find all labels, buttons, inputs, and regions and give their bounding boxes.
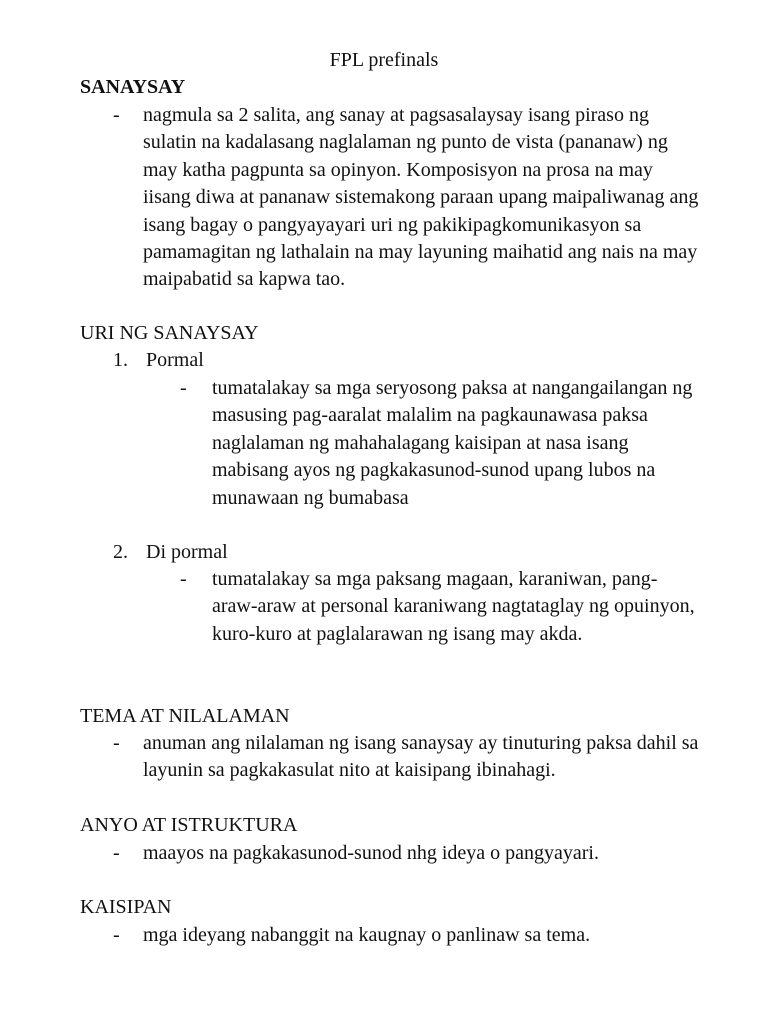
section-heading-anyo: ANYO AT ISTRUKTURA bbox=[80, 814, 298, 836]
sanaysay-bullet bbox=[113, 102, 703, 294]
uri-item-2 bbox=[113, 539, 228, 566]
anyo-bullet bbox=[113, 840, 708, 867]
list-number: 1. bbox=[113, 349, 128, 371]
tema-description: anuman ang nilalaman ng isang sanaysay ay tinuturing paksa dahil sa layunin sa pagkakasulat nito at kaisipang ibinahagi. bbox=[143, 732, 699, 782]
uri-item-label: Di pormal bbox=[146, 541, 228, 563]
list-number: 2. bbox=[113, 541, 128, 563]
kaisipan-description: mga ideyang nabanggit na kaugnay o panlinaw sa tema. bbox=[143, 924, 591, 946]
section-heading-uri: URI NG SANAYSAY bbox=[80, 322, 259, 344]
section-heading-sanaysay: SANAYSAY bbox=[80, 76, 186, 98]
pormal-description: tumatalakay sa mga seryosong paksa at nangangailangan ng masusing pag-aaralat malalim na pagkaunawasa paksa naglalaman ng mahahalagang kaisipan at nasa isang mabisang ayos ng pagkakasunod-sunod upang lubos na munawaan ng bumabasa bbox=[212, 377, 693, 509]
uri-item-2-bullet bbox=[180, 566, 700, 648]
bullet-dash: - bbox=[113, 924, 120, 946]
uri-item-1 bbox=[113, 347, 204, 374]
document-title: FPL prefinals bbox=[329, 49, 439, 71]
bullet-dash: - bbox=[180, 377, 187, 399]
bullet-dash: - bbox=[113, 732, 120, 754]
uri-item-label: Pormal bbox=[146, 349, 204, 371]
bullet-dash: - bbox=[113, 104, 120, 126]
bullet-dash: - bbox=[180, 568, 187, 590]
tema-bullet bbox=[113, 730, 708, 785]
uri-item-1-bullet bbox=[180, 375, 700, 512]
di-pormal-description: tumatalakay sa mga paksang magaan, karaniwan, pang-araw-araw at personal karaniwang nagtataglay ng opuinyon, kuro-kuro at paglalarawan ng isang may akda. bbox=[212, 568, 695, 645]
anyo-description: maayos na pagkakasunod-sunod nhg ideya o pangyayari. bbox=[143, 842, 599, 864]
section-heading-tema: TEMA AT NILALAMAN bbox=[80, 705, 290, 727]
section-heading-kaisipan: KAISIPAN bbox=[80, 896, 172, 918]
kaisipan-bullet bbox=[113, 922, 708, 949]
bullet-dash: - bbox=[113, 842, 120, 864]
sanaysay-definition: nagmula sa 2 salita, ang sanay at pagsasalaysay isang piraso ng sulatin na kadalasang naglalaman ng punto de vista (pananaw) ng may katha pagpunta sa opinyon. Komposisyon na prosa na may iisang diwa at pananaw sistemakong paraan upang maipaliwanag ang isang bagay o pangyayayari uri ng pakikipagkomunikasyon sa pamamagitan ng lathalain na may layuning maihatid ang nais na may maipabatid sa kapwa tao. bbox=[143, 104, 699, 291]
